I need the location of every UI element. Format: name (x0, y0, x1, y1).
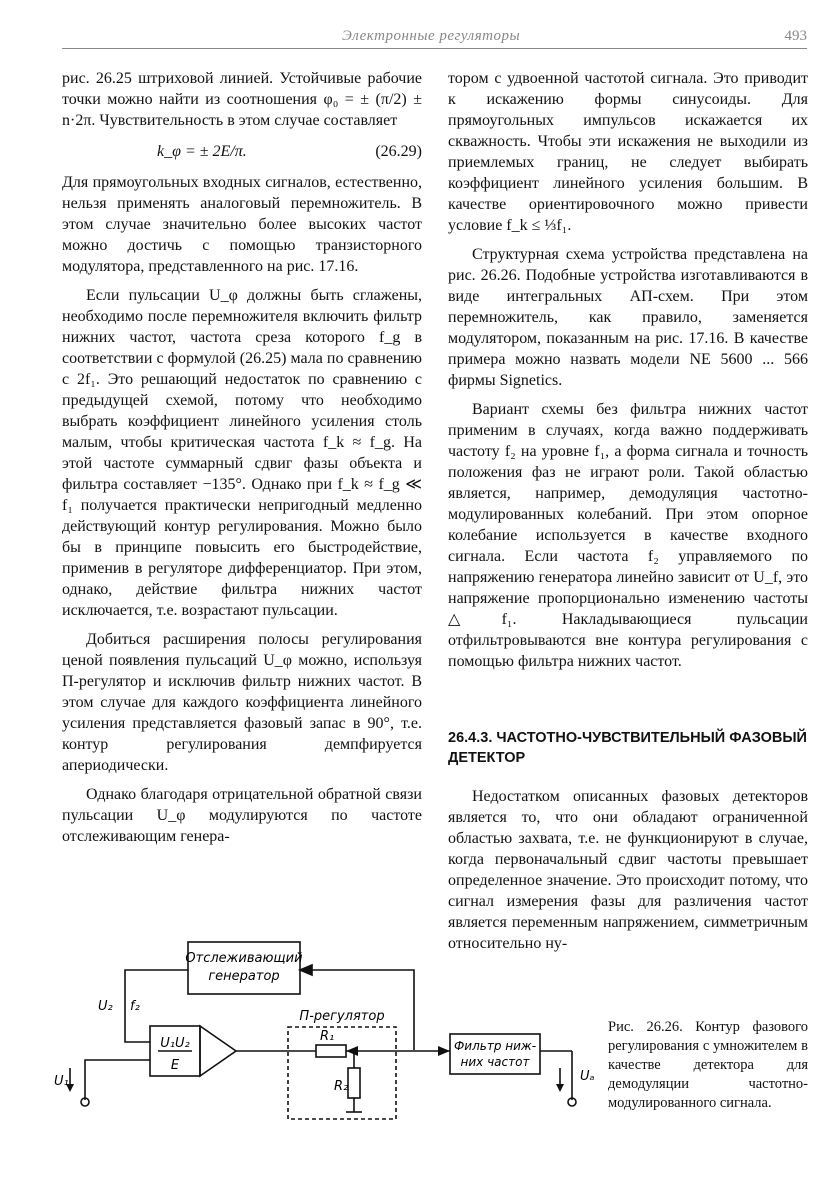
vco-label-2: генератор (208, 969, 280, 984)
paragraph: тором с удвоенной частотой сигнала. Это приводит к искажению формы синусоиды. Для прямоугольных импульсов искажается их скважность. Чтобы эти искажения не выходили из приемлемых границ, не следует выбирать коэффициент линейного усиления большим. В качестве ориентировочного можно привести условие f_k ≤ ⅓f₁. (448, 70, 808, 234)
f2-label: f₂ (130, 999, 140, 1014)
right-column-lower (448, 786, 808, 954)
figure-caption: Рис. 26.26. Контур фазового регулирования с умножителем в качестве детектора для демодуляции частотно-модулированного сигнала. (608, 1019, 808, 1111)
circuit-diagram (50, 930, 610, 1140)
regulator-label: П-регулятор (299, 1009, 385, 1024)
section-heading: 26.4.3. ЧАСТОТНО-ЧУВСТВИТЕЛЬНЫЙ ФАЗОВЫЙ ДЕТЕКТОР (448, 730, 807, 766)
amplifier-triangle (200, 1026, 236, 1076)
paragraph: рис. 26.25 штриховой линией. Устойчивые рабочие точки можно найти из соотношения φ₀ = ± (π/2) ± n·2π. Чувствительность в этом случае составляет (62, 70, 422, 129)
page-number: 493 (784, 28, 807, 44)
multiplier-bottom-label: E (170, 1058, 180, 1073)
paragraph: Структурная схема устройства представлена на рис. 26.26. Подобные устройства изготавливаются в виде интегральных АП-схем. При этом перемножитель, как правило, заменяется модулятором, показанным на рис. 17.16. В качестве примера можно назвать модели NE 5600 ... 566 фирмы Signetics. (448, 246, 808, 389)
formula-26-29 (62, 141, 422, 162)
paragraph: Добиться расширения полосы регулирования ценой появления пульсаций U_φ можно, используя П-регулятор и исключив фильтр нижних частот. В этом случае для каждого коэффициента линейного усиления представляется фазовый запас в 90°, т.е. контур регулирования демпфируется апериодически. (62, 631, 422, 774)
resistor-r2 (348, 1068, 360, 1098)
input-wire (85, 1060, 150, 1100)
regulator-box (288, 1027, 396, 1119)
formula-expression: k_φ = ± 2E/π. (157, 143, 247, 160)
vco-box (188, 942, 300, 994)
paragraph: Вариант схемы без фильтра нижних частот применим в случаях, когда важно поддерживать частоту f₂ на уровне f₁, а форма сигнала и точность положения фаз не играют роли. Такой областью является, например, демодуляция частотно-модулированных колебаний. При этом опорное колебание используется в качестве входного сигнала. Если частота f₂ управляемого по напряжению генератора линейно зависит от U_f, это напряжение пропорционально изменению частоты △f₁. Накладывающиеся пульсации отфильтровываются вне контура регулирования с помощью фильтра нижних частот. (448, 401, 808, 670)
running-title: Электронные регуляторы (342, 28, 521, 44)
r2-label: R₂ (334, 1079, 349, 1094)
filter-label-1: Фильтр ниж- (453, 1039, 537, 1053)
formula-number: (26.29) (375, 143, 422, 160)
running-header (62, 26, 807, 49)
u2-label: U₂ (98, 999, 113, 1014)
paragraph: Для прямоугольных входных сигналов, естественно, нельзя применять аналоговый перемножитель. В этом случае значительно более высоких частот можно достичь с помощью транзисторного модулятора, представленного на рис. 17.16. (62, 174, 422, 275)
paragraph: Однако благодаря отрицательной обратной связи пульсации U_φ модулируются по частоте отслеживающим генера- (62, 786, 422, 845)
ua-label: Uₐ (580, 1069, 595, 1084)
r1-label: R₁ (320, 1029, 335, 1044)
vco-label-1: Отслеживающий (185, 951, 303, 966)
u1-label: U₁ (54, 1074, 69, 1089)
paragraph: Недостатком описанных фазовых детекторов является то, что они обладают ограниченной областью захвата, т.е. не функционируют в случае, когда первоначальный сдвиг частоты превышает определенное значение. Это происходит потому, что сигнал измерения фазы для различения частот является переменным напряжением, симметричным относительно ну- (448, 788, 808, 952)
right-column (448, 68, 808, 672)
filter-label-2: них частот (460, 1055, 530, 1069)
resistor-r1 (316, 1045, 346, 1057)
arrow-head (300, 965, 312, 975)
left-column (62, 68, 422, 847)
paragraph: Если пульсации U_φ должны быть сглажены, необходимо после перемножителя включить фильтр нижних частот, частота среза которого f_g в соответствии с формулой (26.25) мала по сравнению с 2f₁. Это решающий недостаток по сравнению с предыдущей схемой, потому что необходимо выбрать коэффициент линейного усиления столь малым, чтобы критическая частота f_k ≈ f_g. На этой частоте суммарный сдвиг фазы объекта и фильтра составляет −135°. Однако при f_k ≈ f_g ≪ f₁ получается практически непригодный медленно действующий контур регулирования. Можно было бы в принципе повысить его быстродействие, применив в регуляторе дифференциатор. При этом, однако, действие фильтра нижних частот исключается, т.е. возрастают пульсации. (62, 287, 422, 619)
multiplier-top-label: U₁U₂ (160, 1036, 190, 1051)
